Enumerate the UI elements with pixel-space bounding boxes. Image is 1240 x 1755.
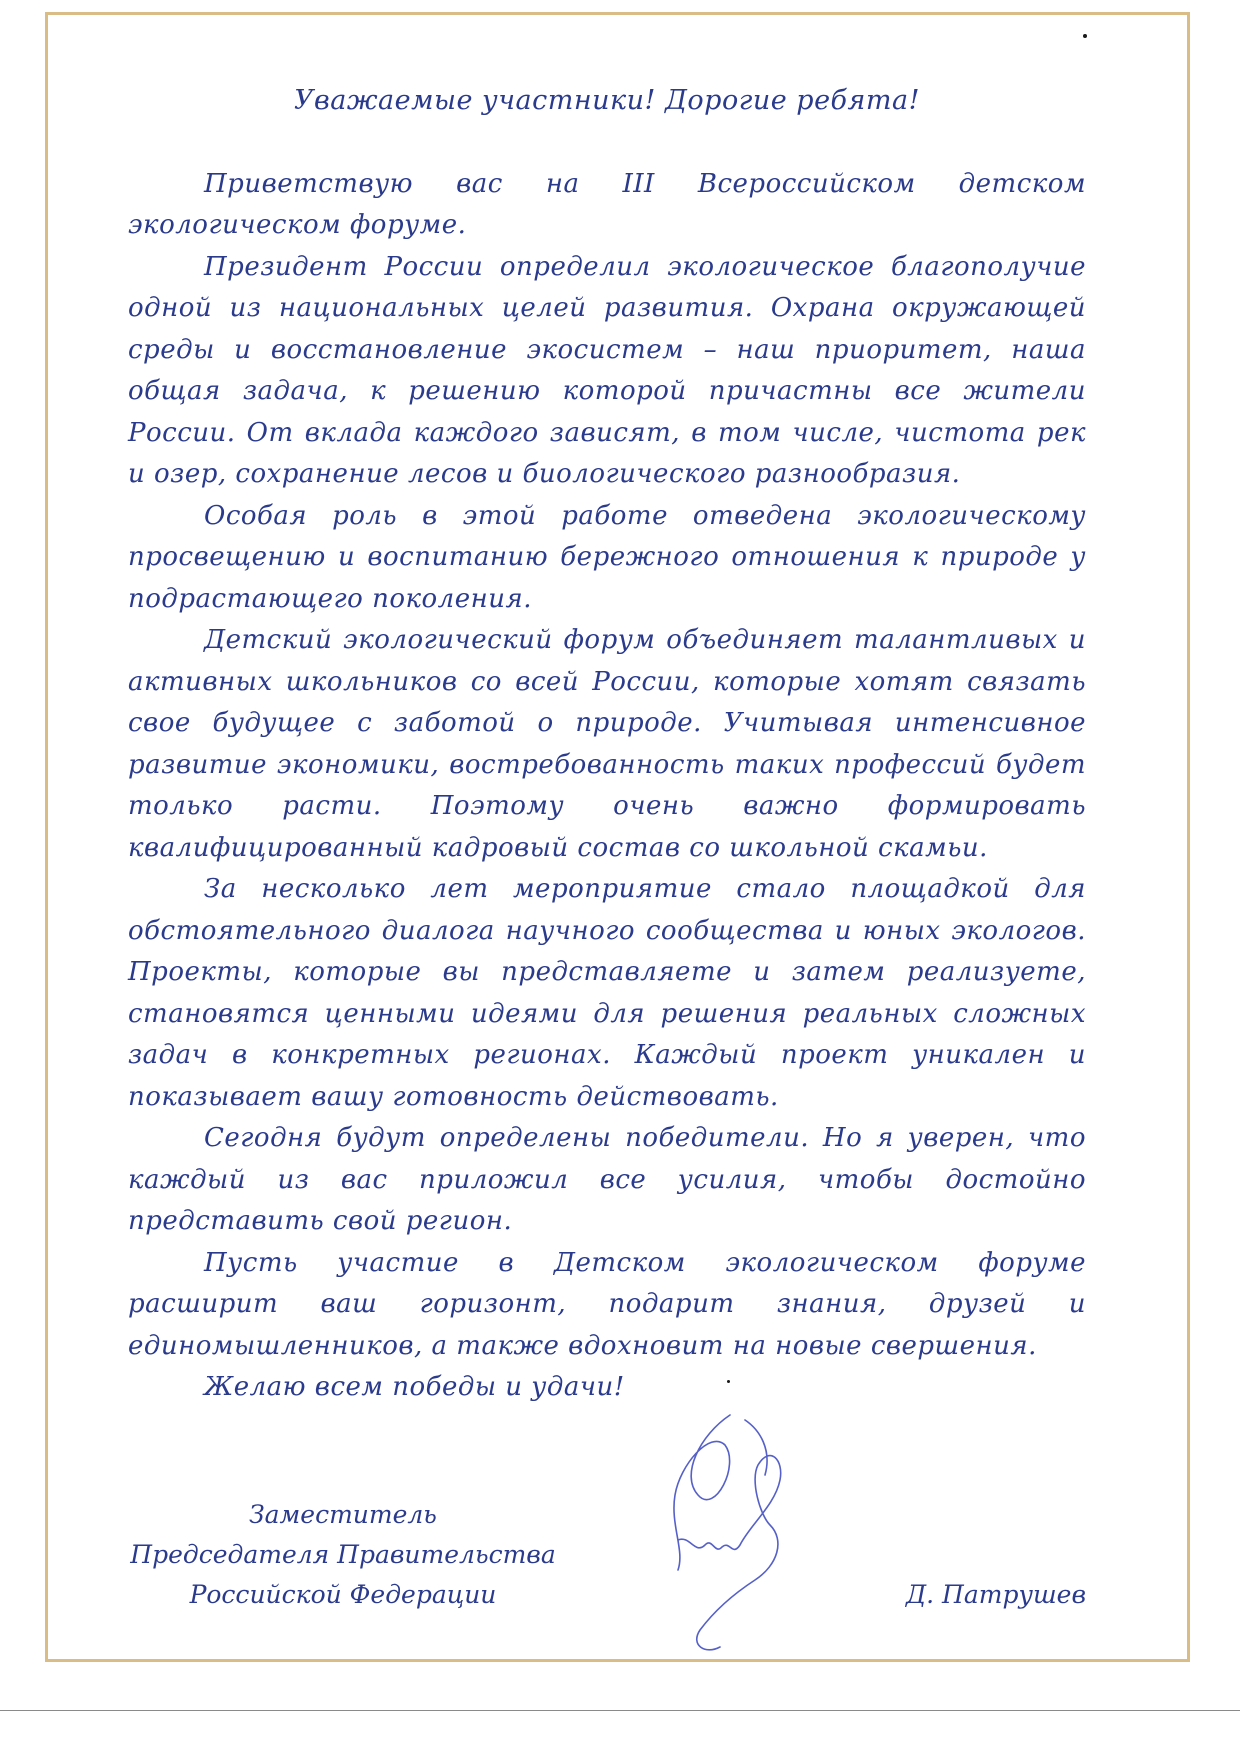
signer-title-line: Председателя Правительства bbox=[130, 1540, 556, 1569]
stray-mark bbox=[727, 1380, 730, 1383]
salutation: Уважаемые участники! Дорогие ребята! bbox=[294, 85, 920, 116]
paragraph-winners: Сегодня будут определены победители. Но я уверен, что каждый из вас приложил все усилия, чтобы достойно представить свой регион. bbox=[128, 1123, 1086, 1236]
signer-title-line: Заместитель bbox=[249, 1500, 437, 1529]
paragraph-forum: Детский экологический форум объединяет талантливых и активных школьников со всей России, которые хотят связать свое будущее с заботой о природе. Учитывая интенсивное развитие экономики, востребованность таких профессий будет только расти. Поэтому очень важно формировать квалифицированный кадровый состав со школьной скамьи. bbox=[128, 625, 1086, 863]
bottom-rule bbox=[0, 1710, 1240, 1711]
signer-title-line: Российской Федерации bbox=[189, 1580, 497, 1609]
paragraph-education: Особая роль в этой работе отведена экологическому просвещению и воспитанию бережного отношения к природе у подрастающего поколения. bbox=[128, 500, 1086, 614]
letter-body bbox=[128, 80, 1086, 1409]
stray-mark bbox=[1083, 34, 1087, 38]
signer-name: Д. Патрушев bbox=[905, 1580, 1086, 1609]
signature-block bbox=[128, 1495, 1086, 1635]
handwritten-signature bbox=[660, 1405, 810, 1665]
paragraph-projects: За несколько лет мероприятие стало площадкой для обстоятельного диалога научного сообщества и юных экологов. Проекты, которые вы представляете и затем реализуете, становятся ценными идеями для решения реальных сложных задач в конкретных регионах. Каждый проект уникален и показывает вашу готовность действовать. bbox=[128, 874, 1086, 1112]
signer-title bbox=[128, 1495, 558, 1615]
paragraph-president: Президент России определил экологическое благополучие одной из национальных целей развития. Охрана окружающей среды и восстановление экосистем – наш приоритет, наша общая задача, к решению которой причастны все жители России. От вклада каждого зависят, в том числе, чистота рек и озер, сохранение лесов и биологического разнообразия. bbox=[128, 251, 1086, 489]
paragraph-greeting: Приветствую вас на III Всероссийском детском экологическом форуме. bbox=[128, 168, 1086, 240]
closing-line: Желаю всем победы и удачи! bbox=[204, 1372, 625, 1402]
paragraph-wishes: Пусть участие в Детском экологическом форуме расширит ваш горизонт, подарит знания, друзей и единомышленников, а также вдохновит на новые свершения. bbox=[128, 1247, 1086, 1361]
